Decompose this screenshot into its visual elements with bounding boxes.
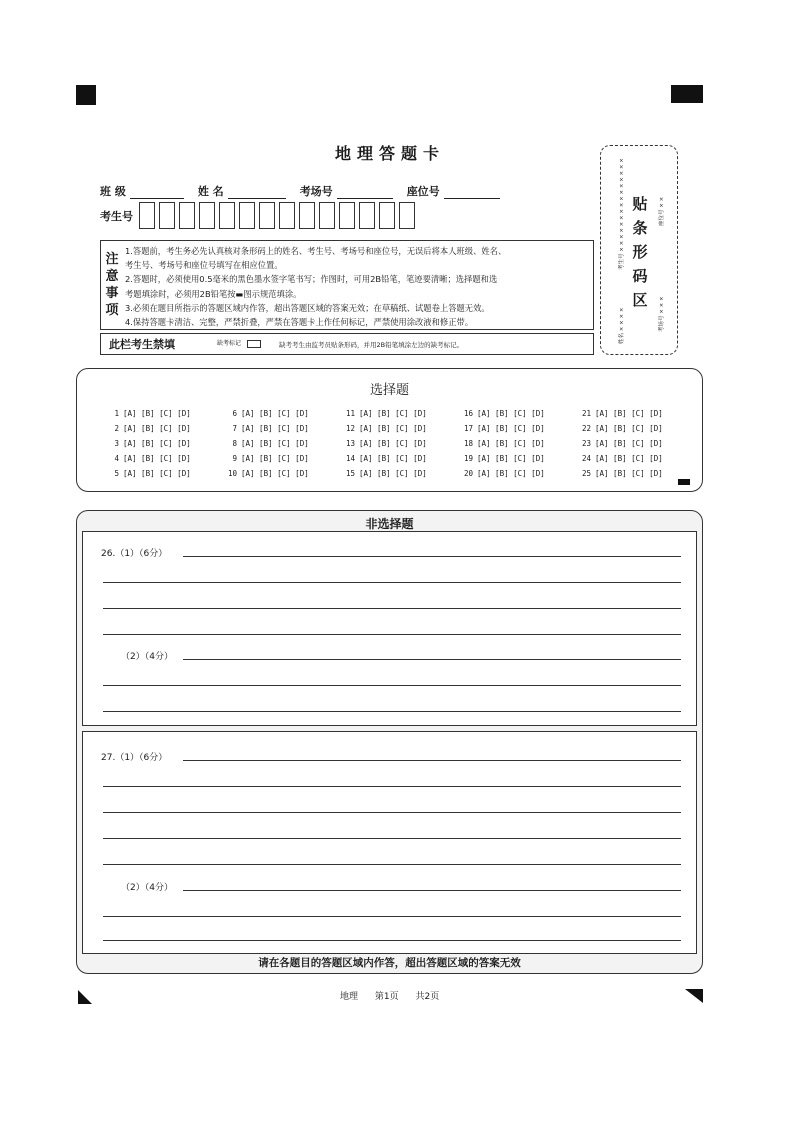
q27-part1-label: 27.（1）（6分） (101, 753, 168, 763)
choice-question[interactable] (339, 424, 427, 433)
seat-field[interactable] (407, 183, 500, 199)
choice-question-number: 25 (581, 469, 591, 478)
choice-question[interactable] (221, 454, 309, 463)
answer-line (103, 634, 681, 635)
corner-marker-bottom-left (78, 990, 92, 1004)
choice-question-number: 14 (345, 454, 355, 463)
answer-line (103, 711, 681, 712)
choice-options[interactable]: [A] [B] [C] [D] (359, 439, 427, 448)
exam-id-box[interactable] (279, 202, 295, 229)
page-footer (340, 989, 453, 1002)
notice-line: 考题填涂时，必须用2B铅笔按▬图示规范填涂。 (125, 288, 302, 299)
choice-question[interactable] (339, 409, 427, 418)
choice-question-number: 19 (463, 454, 473, 463)
choice-question[interactable] (339, 454, 427, 463)
choice-options[interactable]: [A] [B] [C] [D] (241, 454, 309, 463)
choice-question[interactable] (221, 469, 309, 478)
choice-question-number: 16 (463, 409, 473, 418)
absent-note: 缺考考生由监考员贴条形码，并用2B铅笔填涂左边的缺考标记。 (279, 340, 464, 349)
choice-question-number: 15 (345, 469, 355, 478)
choice-question-number: 13 (345, 439, 355, 448)
choice-question-number: 12 (345, 424, 355, 433)
answer-line (103, 864, 681, 865)
room-label: 考场号 (299, 185, 333, 198)
answer-line (103, 582, 681, 583)
choice-question[interactable] (457, 469, 545, 478)
answer-line (103, 812, 681, 813)
exam-id-box[interactable] (299, 202, 315, 229)
exam-id-box[interactable] (239, 202, 255, 229)
choice-question-number: 2 (114, 424, 119, 433)
exam-id-box[interactable] (179, 202, 195, 229)
choice-options[interactable]: [A] [B] [C] [D] (241, 409, 309, 418)
exam-id-box[interactable] (399, 202, 415, 229)
choice-options[interactable]: [A] [B] [C] [D] (359, 409, 427, 418)
subjective-section (76, 510, 703, 974)
answer-line (183, 890, 681, 891)
choice-question-number: 4 (114, 454, 119, 463)
choice-options[interactable]: [A] [B] [C] [D] (123, 439, 191, 448)
choice-question-number: 21 (581, 409, 591, 418)
choice-question-number: 1 (114, 409, 119, 418)
choice-options[interactable]: [A] [B] [C] [D] (241, 439, 309, 448)
choice-question[interactable] (339, 469, 427, 478)
choice-question[interactable] (103, 454, 191, 463)
barcode-label-char: 码 (632, 267, 648, 285)
answer-box-27[interactable] (82, 731, 697, 954)
choice-question[interactable] (103, 424, 191, 433)
answer-line (103, 786, 681, 787)
choice-corner-mark (678, 479, 690, 485)
answer-line (103, 940, 681, 941)
exam-id-box[interactable] (219, 202, 235, 229)
choice-options[interactable]: [A] [B] [C] [D] (123, 409, 191, 418)
name-label: 姓 名 (197, 185, 224, 198)
choice-question[interactable] (457, 454, 545, 463)
choice-options[interactable]: [A] [B] [C] [D] (477, 454, 545, 463)
choice-question[interactable] (457, 409, 545, 418)
footer-page: 第1页 (374, 992, 399, 1002)
choice-options[interactable]: [A] [B] [C] [D] (241, 469, 309, 478)
exam-id-box[interactable] (139, 202, 155, 229)
subjective-title: 非选择题 (365, 517, 414, 531)
corner-marker-top-right (671, 85, 703, 103)
barcode-label-char: 区 (632, 291, 648, 309)
choice-question-number: 22 (581, 424, 591, 433)
choice-question[interactable] (575, 454, 663, 463)
choice-question-number: 10 (227, 469, 237, 478)
notice-line: 3.必须在题目所指示的答题区域内作答，超出答题区域的答案无效；在草稿纸、试题卷上答题无效。 (125, 302, 490, 313)
choice-question[interactable] (457, 439, 545, 448)
exam-id-box[interactable] (259, 202, 275, 229)
corner-marker-top-left (76, 85, 96, 105)
q27-part2-label: （2）（4分） (121, 883, 173, 893)
barcode-area (600, 145, 678, 355)
answer-line (103, 685, 681, 686)
exam-id-box[interactable] (379, 202, 395, 229)
answer-line (183, 760, 681, 761)
corner-marker-bottom-right (685, 989, 703, 1003)
choice-question[interactable] (575, 439, 663, 448)
choice-options[interactable]: [A] [B] [C] [D] (595, 454, 663, 463)
choice-question-number: 11 (345, 409, 355, 418)
choice-options[interactable]: [A] [B] [C] [D] (477, 409, 545, 418)
choice-question[interactable] (339, 439, 427, 448)
page-title: 地理答题卡 (334, 144, 445, 163)
choice-options[interactable]: [A] [B] [C] [D] (595, 439, 663, 448)
exam-id-label: 考生号 (100, 209, 133, 223)
room-field[interactable] (300, 183, 393, 199)
absent-mark-label: 缺考标记 (217, 340, 242, 347)
choice-options[interactable]: [A] [B] [C] [D] (123, 469, 191, 478)
q26-part1-label: 26.（1）（6分） (101, 549, 168, 559)
exam-id-box[interactable] (319, 202, 335, 229)
choice-options[interactable]: [A] [B] [C] [D] (595, 409, 663, 418)
barcode-room-no: 考场号 × × × (659, 296, 665, 332)
footer-total: 共2页 (415, 992, 440, 1002)
answer-line (103, 608, 681, 609)
choice-question-number: 24 (581, 454, 591, 463)
answer-line (183, 659, 681, 660)
notice-line: 1.答题前，考生务必先认真核对条形码上的姓名、考生号、考场号和座位号，无误后将本人班级、姓名、 (125, 246, 507, 256)
notice-line: 考生号、考场号和座位号填写在相应位置。 (125, 260, 283, 271)
answer-area-warning: 请在各题目的答题区域内作答，超出答题区域的答案无效 (258, 957, 521, 969)
choice-question-number: 6 (232, 409, 237, 418)
notice-heading-char: 注 (105, 252, 119, 267)
barcode-exam-no: 考生号 × × × × × × × × × × × × × × × (619, 158, 625, 270)
absent-label: 此栏考生禁填 (109, 338, 175, 351)
choice-options[interactable]: [A] [B] [C] [D] (595, 469, 663, 478)
choice-options[interactable]: [A] [B] [C] [D] (477, 469, 545, 478)
notice-heading-char: 意 (105, 269, 119, 284)
choice-question-number: 20 (463, 469, 473, 478)
notice-heading-char: 事 (105, 286, 119, 301)
exam-id-box[interactable] (159, 202, 175, 229)
choice-question-number: 17 (463, 424, 473, 433)
class-field[interactable] (100, 183, 184, 199)
barcode-label-char: 贴 (632, 195, 648, 213)
absent-mark-checkbox[interactable] (247, 340, 261, 348)
answer-line (103, 916, 681, 917)
exam-id-row (100, 202, 419, 229)
choice-options[interactable]: [A] [B] [C] [D] (477, 439, 545, 448)
name-field[interactable] (198, 183, 286, 199)
exam-id-box[interactable] (359, 202, 375, 229)
choice-section (76, 368, 703, 492)
exam-id-box[interactable] (339, 202, 355, 229)
choice-question[interactable] (575, 469, 663, 478)
choice-question-number: 7 (232, 424, 237, 433)
notice-line: 4.保持答题卡清洁、完整，严禁折叠，严禁在答题卡上作任何标记，严禁使用涂改液和修正带。 (125, 317, 474, 328)
choice-question-number: 8 (232, 439, 237, 448)
q26-part2-label: （2）（4分） (121, 652, 173, 662)
choice-question[interactable] (221, 439, 309, 448)
choice-options[interactable]: [A] [B] [C] [D] (359, 424, 427, 433)
choice-options[interactable]: [A] [B] [C] [D] (241, 424, 309, 433)
barcode-seat-no: 座位号 × × (659, 196, 665, 226)
choice-options[interactable]: [A] [B] [C] [D] (359, 469, 427, 478)
choice-options[interactable]: [A] [B] [C] [D] (477, 424, 545, 433)
answer-line (183, 556, 681, 557)
choice-question[interactable] (221, 424, 309, 433)
notice-line: 2.答题时，必须使用0.5毫米的黑色墨水签字笔书写；作图时，可用2B铅笔，笔迹要清晰；选择题和选 (125, 274, 498, 285)
notice-text (125, 244, 591, 329)
barcode-label-char: 形 (632, 243, 648, 261)
choice-question[interactable] (103, 409, 191, 418)
choice-question[interactable] (221, 409, 309, 418)
notice-heading (101, 241, 123, 329)
choice-question-number: 23 (581, 439, 591, 448)
barcode-label (631, 192, 649, 312)
choice-question-number: 3 (114, 439, 119, 448)
exam-id-box[interactable] (199, 202, 215, 229)
barcode-name-no: 姓名 × × × × (619, 307, 625, 344)
choice-options[interactable]: [A] [B] [C] [D] (123, 424, 191, 433)
choice-question-number: 5 (114, 469, 119, 478)
choice-options[interactable]: [A] [B] [C] [D] (123, 454, 191, 463)
choice-question-number: 18 (463, 439, 473, 448)
choice-question-number: 9 (232, 454, 237, 463)
absent-row (100, 333, 594, 355)
choice-options[interactable]: [A] [B] [C] [D] (595, 424, 663, 433)
choice-options[interactable]: [A] [B] [C] [D] (359, 454, 427, 463)
choice-question[interactable] (103, 439, 191, 448)
answer-line (103, 838, 681, 839)
choice-question[interactable] (457, 424, 545, 433)
choice-question[interactable] (575, 424, 663, 433)
footer-subject: 地理 (340, 992, 359, 1002)
choice-question[interactable] (103, 469, 191, 478)
notice-box (100, 240, 594, 330)
student-info-row (100, 183, 514, 199)
notice-heading-char: 项 (105, 303, 119, 318)
choice-title: 选择题 (369, 383, 409, 398)
answer-box-26[interactable] (82, 531, 697, 726)
barcode-label-char: 条 (632, 219, 648, 237)
seat-label: 座位号 (406, 185, 440, 198)
choice-question[interactable] (575, 409, 663, 418)
class-label: 班 级 (100, 185, 126, 198)
